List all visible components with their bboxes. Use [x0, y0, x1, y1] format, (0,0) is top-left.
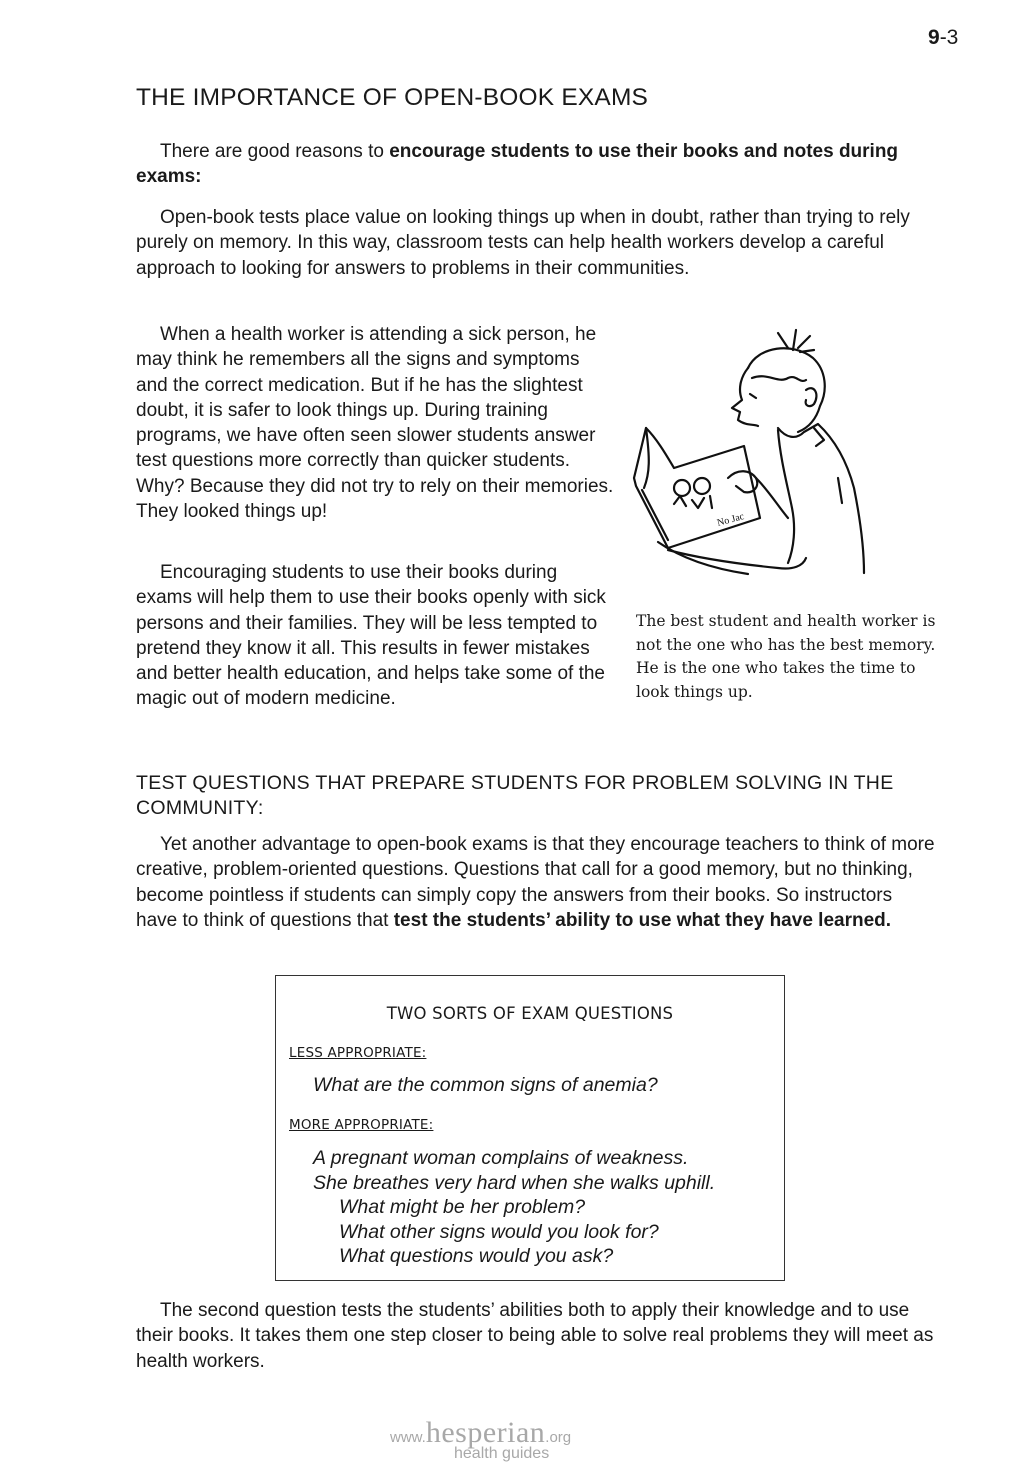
second-question-paragraph: The second question tests the students’ abilities both to apply their knowledge and to use their books. It takes them one step closer to being able to solve real problems they will meet as health workers. — [136, 1300, 934, 1372]
more-appropriate-subquestion: What questions would you ask? — [339, 1245, 614, 1267]
another-advantage-text: Yet another advantage to open-book exams is that they encourage teachers to think of more creative, problem-oriented questions. Questions that call for a good memory, but no thinking, become pointless if students can simply copy the answers from their books. So instructors have to think of questions that — [136, 834, 935, 931]
student-reading-book-icon — [628, 328, 918, 588]
another-advantage-bold-text: test the students’ ability to use what they have learned. — [393, 909, 892, 931]
watermark-prefix: www. — [390, 1429, 426, 1446]
health-worker-paragraph: When a health worker is attending a sick person, he may think he remembers all the signs and symptoms and the correct medication. But if he has the slightest doubt, it is safer to look things up. During training programs, we have often seen slower students answer test questions more correctly than quicker students. Why? Because they did not try to rely on their memories. They looked things up! — [136, 324, 614, 523]
exam-questions-box — [275, 975, 785, 1281]
openbook-paragraph: Open-book tests place value on looking things up when in doubt, rather than trying to rely purely on memory. In this way, classroom tests can help health workers develop a careful approach to looking for answers to problems in their communities. — [136, 207, 910, 279]
chapter-number: 9 — [928, 26, 940, 49]
more-appropriate-line: She breathes very hard when she walks uphill. — [313, 1172, 716, 1194]
book-scribble-text: No Jac — [715, 511, 746, 529]
student-reading-illustration — [628, 328, 918, 588]
section-subheading: TEST QUESTIONS THAT PREPARE STUDENTS FOR PROBLEM SOLVING IN THE COMMUNITY: — [136, 772, 894, 819]
exam-box-title: TWO SORTS OF EXAM QUESTIONS — [386, 1004, 674, 1023]
more-appropriate-line: A pregnant woman complains of weakness. — [313, 1147, 689, 1169]
page-suffix: -3 — [939, 26, 959, 49]
figure-caption: The best student and health worker is not the one who has the best memory. He is the one who takes the time to look things up. — [636, 612, 936, 701]
more-appropriate-label: MORE APPROPRIATE: — [289, 1117, 434, 1133]
watermark-suffix: .org — [545, 1429, 572, 1446]
encouraging-paragraph: Encouraging students to use their books during exams will help them to use their books openly with sick persons and their families. They will be less tempted to pretend they know it all. This results in fewer mistakes and better health education, and helps take some of the magic out of modern medicine. — [136, 562, 606, 710]
watermark-brand: hesperian — [425, 1416, 546, 1449]
page-number — [928, 26, 958, 50]
intro-text: There are good reasons to — [160, 141, 390, 162]
intro-paragraph — [136, 139, 916, 190]
watermark-tagline: health guides — [454, 1445, 550, 1462]
hesperian-watermark — [390, 1416, 572, 1462]
less-appropriate-label: LESS APPROPRIATE: — [289, 1045, 427, 1061]
more-appropriate-subquestion: What other signs would you look for? — [339, 1221, 659, 1243]
page-title: THE IMPORTANCE OF OPEN-BOOK EXAMS — [136, 84, 649, 111]
intro-bold-text: encourage students to use their books and notes during exams: — [136, 141, 899, 188]
more-appropriate-subquestion: What might be her problem? — [339, 1196, 586, 1218]
another-advantage-paragraph — [136, 832, 936, 933]
less-appropriate-question: What are the common signs of anemia? — [313, 1074, 658, 1096]
